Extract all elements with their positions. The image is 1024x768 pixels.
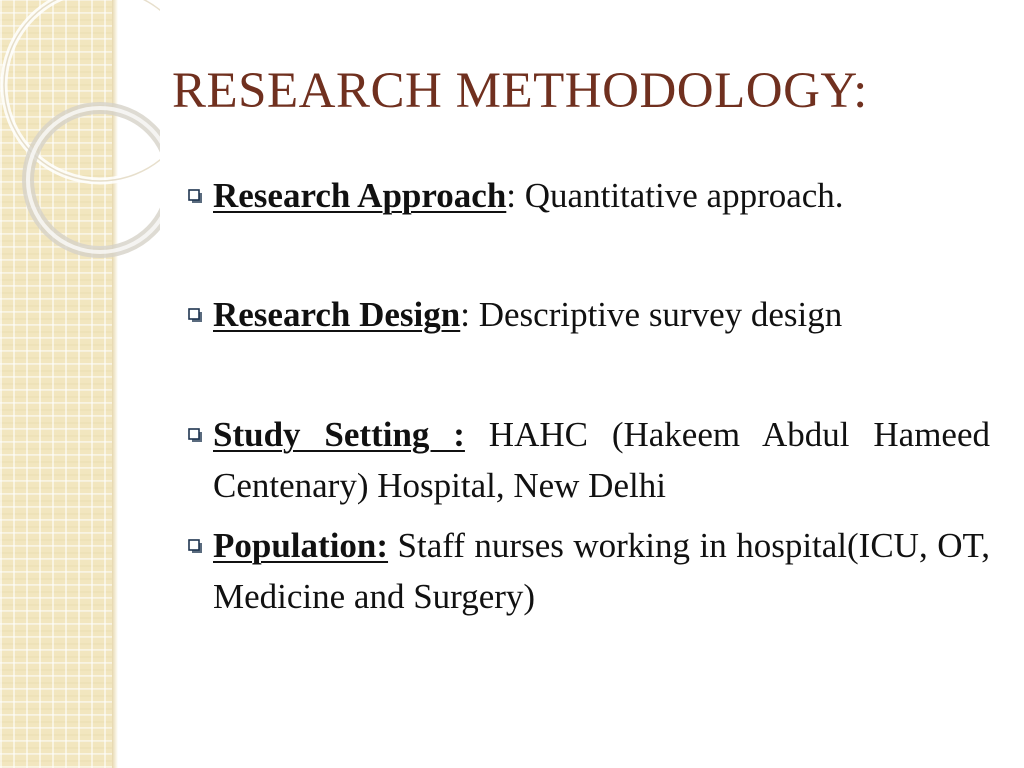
decorative-rings [0, 0, 160, 260]
square-bullet-icon [187, 538, 204, 555]
square-bullet-icon [187, 188, 204, 205]
bullet-separator: : [506, 176, 517, 215]
square-bullet-icon [187, 307, 204, 324]
bullet-description: HAHC (Hakeem Abdul Hameed Centenary) Hospital, New Delhi [213, 415, 990, 505]
bullet-study-setting [183, 409, 990, 511]
bullet-description: Quantitative approach. [516, 176, 844, 215]
bullet-term: Research Design [213, 295, 461, 334]
bullet-population [183, 520, 990, 622]
square-bullet-icon [187, 427, 204, 444]
bullet-term: Study Setting : [213, 415, 465, 454]
bullet-text [213, 409, 990, 511]
slide-title: RESEARCH METHODOLOGY: [172, 63, 868, 119]
bullet-term: Research Approach [213, 176, 507, 215]
bullet-term: Population: [213, 526, 389, 565]
bullet-research-approach [183, 170, 990, 221]
bullet-research-design [183, 289, 990, 340]
bullet-description: Staff nurses working in hospital(ICU, OT, Medicine and Surgery) [213, 526, 990, 616]
bullet-text [213, 289, 990, 340]
bullet-text [213, 520, 990, 622]
bullet-description: Descriptive survey design [469, 295, 843, 334]
bullet-text [213, 170, 990, 221]
bullet-separator: : [460, 295, 470, 334]
